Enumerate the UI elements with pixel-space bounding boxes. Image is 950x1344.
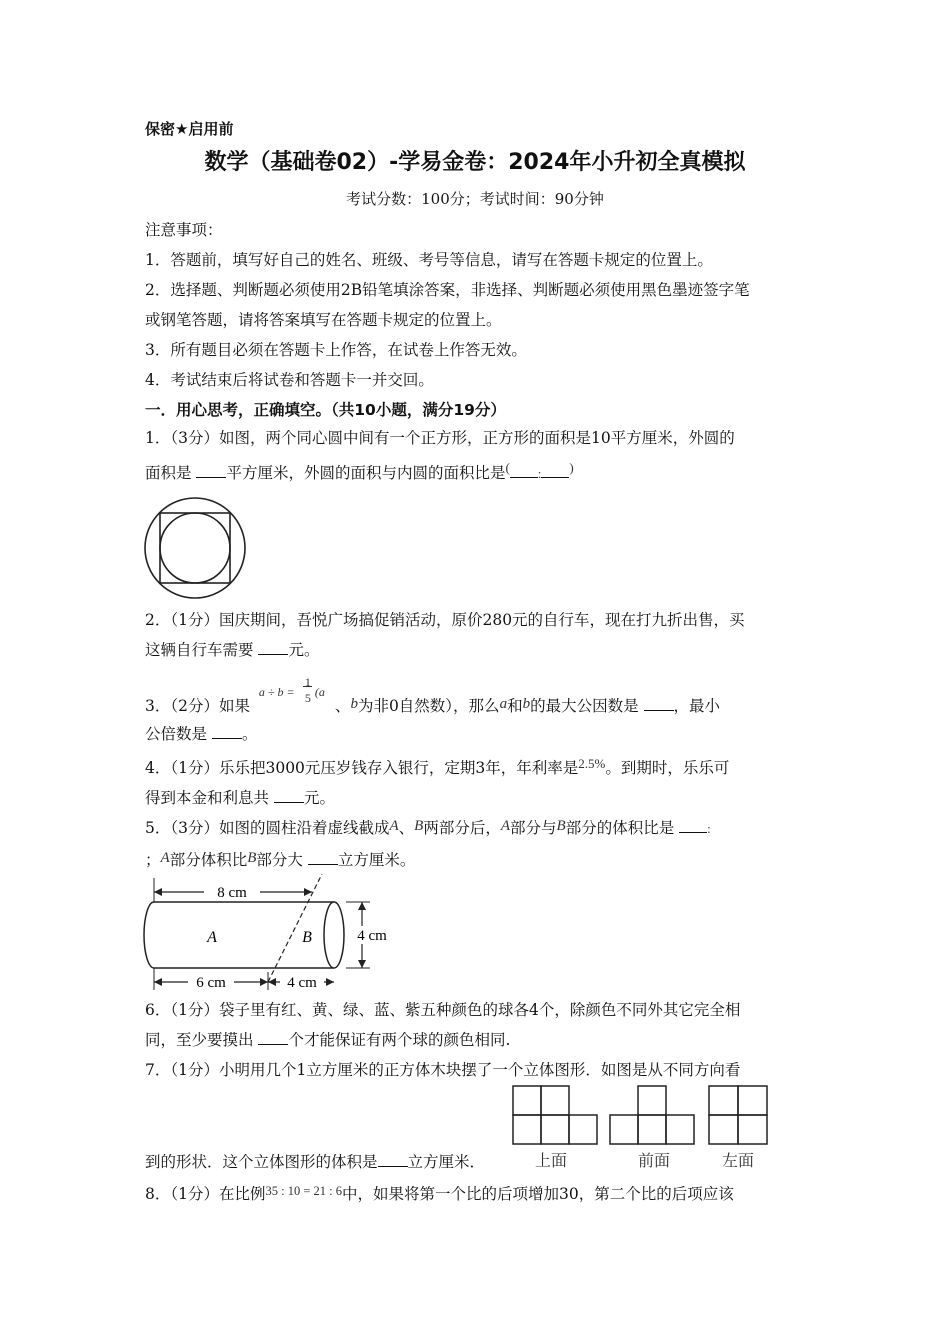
q1-blank-3[interactable] xyxy=(541,463,569,478)
q5-line1 xyxy=(145,818,711,839)
arrow-head xyxy=(326,978,334,986)
q6-line2 xyxy=(145,1030,510,1050)
arrow-head xyxy=(154,978,162,986)
q6-blank[interactable] xyxy=(258,1030,288,1045)
q5-text-a: 5．（3分）如图的圆柱沿着虚线截成 xyxy=(145,819,390,837)
q3-text-b: 。 xyxy=(241,725,258,743)
q1-blank-1[interactable] xyxy=(196,463,226,478)
q3-formula xyxy=(255,675,335,716)
note-item: 2．选择题、判断题必须使用2B铅笔填涂答案，非选择、判断题必须使用黑色墨迹签字笔 xyxy=(145,281,750,299)
q3-var-a2: a xyxy=(499,696,508,712)
q5-line2 xyxy=(145,850,415,871)
q8-ratio: 35 : 10 = 21 : 6 xyxy=(265,1184,342,1198)
q7-line1: 7．（1分）小明用几个1立方厘米的正方体木块摆了一个立体图形．如图是从不同方向看 xyxy=(145,1061,741,1079)
label-height: 4 cm xyxy=(357,928,387,944)
q7-text-a: 到的形状．这个立体图形的体积是 xyxy=(145,1153,378,1171)
q5-var-b: B xyxy=(414,818,424,834)
q6-line1: 6．（1分）袋子里有红、黄、绿、蓝、紫五种颜色的球各4个，除颜色不同外其它完全相 xyxy=(145,1001,741,1019)
q1-line1: 1．（3分）如图，两个同心圆中间有一个正方形，正方形的面积是10平方厘米，外圆的 xyxy=(145,429,735,447)
q5-var-b3: B xyxy=(247,850,257,866)
q4-rate: 2.5% xyxy=(578,756,606,771)
q3-formula-tail: (a xyxy=(314,685,325,699)
section-heading: 一．用心思考，正确填空。（共10小题，满分19分） xyxy=(145,401,506,419)
q4-text-b: 。到期时，乐乐可 xyxy=(605,759,730,777)
cylinder-left-end xyxy=(144,902,154,968)
view-left xyxy=(709,1086,767,1144)
q6-text-a: 同，至少要摸出 xyxy=(145,1031,259,1049)
q1-blank-2[interactable] xyxy=(510,463,538,478)
q5-text-g: 部分大 xyxy=(256,851,308,869)
q5-text-h: 立方厘米。 xyxy=(337,851,416,869)
q5-var-b2: B xyxy=(556,818,566,834)
exam-title: 数学（基础卷02）-学易金卷：2024年小升初全真模拟 xyxy=(204,150,746,175)
q6-text-b: 个才能保证有两个球的颜色相同. xyxy=(288,1031,511,1049)
label-8cm: 8 cm xyxy=(217,885,247,901)
arrow-head xyxy=(358,960,366,968)
q8-line1 xyxy=(145,1184,734,1205)
q3-formula-text: a ÷ b = xyxy=(258,685,295,699)
view-label-top: 上面 xyxy=(535,1151,568,1170)
q5-blank-1[interactable] xyxy=(679,818,707,833)
q5-var-a3: A xyxy=(160,850,170,866)
note-item: 3．所有题目必须在答题卡上作答，在试卷上作答无效。 xyxy=(145,341,527,359)
cylinder-right-end xyxy=(324,902,344,968)
q7-line2 xyxy=(145,1152,485,1172)
q2-text-b: 元。 xyxy=(288,641,320,659)
note-item: 4．考试结束后将试卷和答题卡一并交回。 xyxy=(145,371,434,389)
q5-text-d: 部分的体积比是 xyxy=(565,819,680,837)
q4-line2 xyxy=(145,788,335,808)
note-item: 或钢笔答题，请将答案填写在答题卡规定的位置上。 xyxy=(145,311,502,329)
q2-blank[interactable] xyxy=(258,640,288,655)
q7-blank[interactable] xyxy=(378,1152,408,1167)
q3-tail2: ，最小 xyxy=(673,697,721,715)
q3-var-b2: b xyxy=(522,696,531,712)
q3-frac-bar xyxy=(303,686,312,687)
q7-text-b: 立方厘米． xyxy=(407,1153,486,1171)
notes-heading: 注意事项： xyxy=(145,221,223,239)
q3-prefix: 3．（2分）如果 xyxy=(145,697,250,715)
view-front xyxy=(610,1086,694,1144)
q2-text-a: 这辆自行车需要 xyxy=(145,641,259,659)
q5-sep: 、 xyxy=(398,819,415,837)
cylinder-figure xyxy=(140,872,400,992)
arrow-head xyxy=(260,978,268,986)
three-views-figure xyxy=(510,1085,775,1147)
part-a-label: A xyxy=(207,929,217,946)
q1-colon: : xyxy=(537,466,542,481)
q5-text-b: 两部分后， xyxy=(423,819,501,837)
inner-circle xyxy=(160,513,230,583)
q4-text-c: 得到本金和利息共 xyxy=(145,789,274,807)
q3-var-b: b xyxy=(350,696,358,712)
q3-line1 xyxy=(145,675,721,717)
q2-line1: 2．（1分）国庆期间，吾悦广场搞促销活动，原价280元的自行车，现在打九折出售，买 xyxy=(145,611,745,629)
q2-line2 xyxy=(145,640,319,660)
exam-subtitle: 考试分数：100分；考试时间：90分钟 xyxy=(346,190,604,208)
label-4cm: 4 cm xyxy=(287,975,317,991)
q3-line2 xyxy=(145,724,257,744)
cut-line xyxy=(268,874,322,982)
view-top xyxy=(513,1086,597,1144)
q5-text-f: 部分体积比 xyxy=(169,851,248,869)
part-b-label: B xyxy=(302,929,312,946)
view-label-front: 前面 xyxy=(638,1151,671,1170)
secret-mark: 保密★启用前 xyxy=(145,120,234,138)
circle-square-figure xyxy=(143,496,247,600)
q8-text-a: 8．（1分）在比例 xyxy=(145,1185,266,1203)
q3-and: 和 xyxy=(507,697,523,715)
q3-mid: 为非0自然数），那么 xyxy=(357,697,500,715)
q1-text-a: 面积是 xyxy=(145,464,197,482)
q3-text-a: 公倍数是 xyxy=(145,725,212,743)
q3-sep: 、 xyxy=(334,697,351,715)
q5-blank-2[interactable] xyxy=(308,850,338,865)
q1-line2 xyxy=(145,460,574,484)
q3-frac-den: 5 xyxy=(304,691,311,705)
q5-var-a2: A xyxy=(500,818,511,834)
q3-frac-num: 1 xyxy=(304,675,311,689)
q3-tail: 的最大公因数是 xyxy=(530,697,644,715)
arrow-head xyxy=(304,888,312,896)
q5-colon: : xyxy=(707,821,711,836)
q4-line1 xyxy=(145,758,729,779)
view-label-left: 左面 xyxy=(722,1151,755,1170)
q5-var-a: A xyxy=(389,818,399,834)
q4-text-d: 元。 xyxy=(303,789,335,807)
q1-paren-close: ) xyxy=(569,460,574,475)
label-6cm: 6 cm xyxy=(196,975,226,991)
q4-text-a: 4．（1分）乐乐把3000元压岁钱存入银行，定期3年，年利率是 xyxy=(145,759,579,777)
q3-blank-2[interactable] xyxy=(212,724,242,739)
arrow-head xyxy=(154,888,162,896)
q1-text-b: 平方厘米，外圆的面积与内圆的面积比是 xyxy=(226,464,506,482)
q5-text-c: 部分与 xyxy=(510,819,557,837)
q3-blank-1[interactable] xyxy=(644,696,674,711)
q4-blank[interactable] xyxy=(274,788,304,803)
q8-text-b: 中，如果将第一个比的后项增加30，第二个比的后项应该 xyxy=(341,1185,734,1203)
note-item: 1．答题前，填写好自己的姓名、班级、考号等信息，请写在答题卡规定的位置上。 xyxy=(145,251,713,269)
arrow-head xyxy=(358,902,366,910)
q5-text-e: ； xyxy=(145,851,161,869)
q1-paren-open: ( xyxy=(505,460,510,475)
